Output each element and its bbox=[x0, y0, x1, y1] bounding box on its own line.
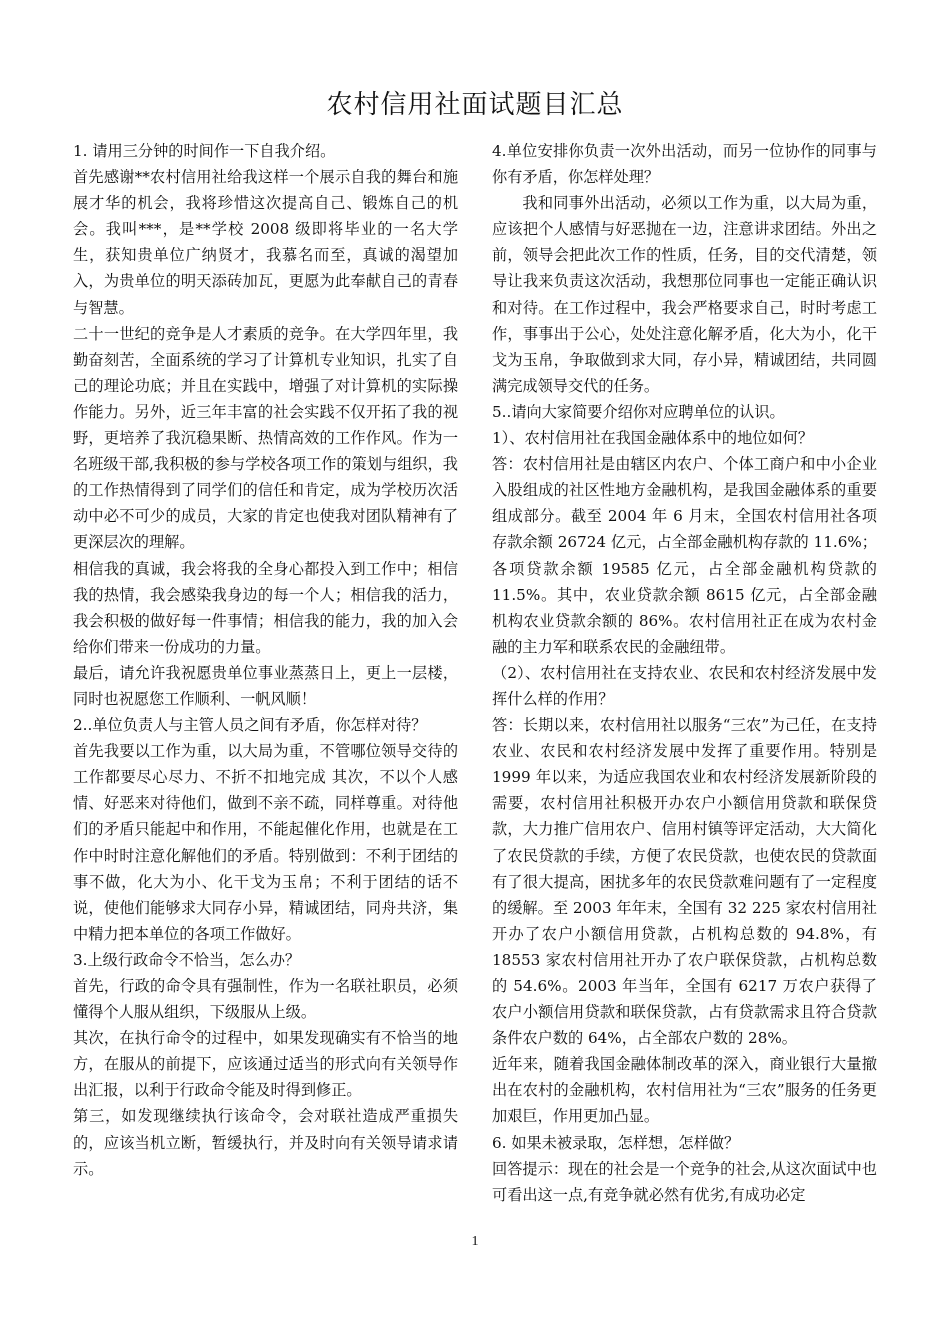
page-number: 1 bbox=[471, 1234, 479, 1249]
question-2-heading: 2..单位负责人与主管人员之间有矛盾，你怎样对待？ bbox=[73, 716, 427, 735]
question-1-heading: 1. 请用三分钟的时间作一下自我介绍。 bbox=[73, 142, 336, 160]
paragraph: 相信我的真诚，我会将我的全身心都投入到工作中；相信我的热情，我会感染我身边的每一个人；相信我的活力，我会积极的做好每一件事情；相信我的能力，我的加入会给你们带来一份成功的力量。 bbox=[73, 559, 458, 656]
paragraph: 回答提示：现在的社会是一个竞争的社会,从这次面试中也可看出这一点,有竞争就必然有优劣,有成功必定 bbox=[492, 1159, 877, 1204]
left-column bbox=[73, 138, 458, 1182]
paragraph: 首先我要以工作为重，以大局为重，不管哪位领导交待的工作都要尽心尽力、不折不扣地完成 其次，不以个人感情、好恶来对待他们，做到不亲不疏，同样尊重。对待他们的矛盾只能起中和作用，不能起催化作用，也就是在工作中时时注意化解他们的矛盾。特别做到：不利于团结的事不做，化大为小、化干戈为玉帛；不利于团结的话不说，使他们能够求大同存小异，精诚团结，同舟共济，集中精力把本单位的各项工作做好。 bbox=[73, 742, 458, 943]
paragraph: 第三，如发现继续执行该命令，会对联社造成严重损失的，应该当机立断，暂缓执行，并及时向有关领导请求请示。 bbox=[73, 1107, 458, 1178]
paragraph: 我和同事外出活动，必须以工作为重，以大局为重，应该把个人感情与好恶抛在一边，注意讲求团结。外出之前，领导会把此次工作的性质，任务，目的交代清楚，领导让我来负责这次活动，我想那位同事也一定能正确认识和对待。在工作过程中，我会严格要求自己，时时考虑工作，事事出于公心，处处注意化解矛盾，化大为小，化干戈为玉帛，争取做到求大同，存小异，精诚团结，共同圆满完成领导交代的任务。 bbox=[492, 194, 877, 395]
question-4-heading: 4.单位安排你负责一次外出活动，而另一位协作的同事与你有矛盾，你怎样处理？ bbox=[492, 142, 877, 187]
paragraph: 最后，请允许我祝愿贵单位事业蒸蒸日上，更上一层楼，同时也祝愿您工作顺利、一帆风顺！ bbox=[73, 663, 458, 708]
sub-question-2: （2）、农村信用社在支持农业、农民和农村经济发展中发挥什么样的作用？ bbox=[492, 663, 877, 708]
paragraph: 首先感谢**农村信用社给我这样一个展示自我的舞台和施展才华的机会，我将珍惜这次提高自己、锻炼自己的机会。我叫***，是**学校 2008 级即将毕业的一名大学生，获知贵单位广纳贤才，我慕名而至，真诚的渴望加入，为贵单位的明天添砖加瓦，更愿为此奉献自己的青春与智慧。 bbox=[73, 168, 458, 317]
paragraph: 二十一世纪的竞争是人才素质的竞争。在大学四年里，我勤奋刻苦，全面系统的学习了计算机专业知识，扎实了自己的理论功底；并且在实践中，增强了对计算机的实际操作能力。另外，近三年丰富的社会实践不仅开拓了我的视野，更培养了我沉稳果断、热情高效的工作作风。作为一名班级干部,我积极的参与学校各项工作的策划与组织，我的工作热情得到了同学们的信任和肯定，成为学校历次活动中必不可少的成员，大家的肯定也使我对团队精神有了更深层次的理解。 bbox=[73, 324, 458, 552]
question-6-heading: 6. 如果未被录取，怎样想，怎样做？ bbox=[492, 1133, 740, 1152]
paragraph: 近年来，随着我国金融体制改革的深入，商业银行大量撤出在农村的金融机构，农村信用社为“三农”服务的任务更加艰巨，作用更加凸显。 bbox=[492, 1055, 877, 1126]
paragraph: 首先，行政的命令具有强制性，作为一名联社职员，必须懂得个人服从组织，下级服从上级。 bbox=[73, 977, 458, 1022]
paragraph: 答：农村信用社是由辖区内农户、个体工商户和中小企业入股组成的社区性地方金融机构，是我国金融体系的重要组成部分。截至 2004 年 6 月末，全国农村信用社各项存款余额 26724 亿元，占全部金融机构存款的 11.6%；各项贷款余额 19585 亿元，占全部金融机构贷款的 11.5%。其中，农业贷款余额 8615 亿元，占全部金融机构农业贷款余额的 86%。农村信用社正在成为农村金融的主力军和联系农民的金融纽带。 bbox=[492, 455, 877, 656]
sub-question-1: 1）、农村信用社在我国金融体系中的地位如何？ bbox=[492, 429, 814, 448]
document-title: 农村信用社面试题目汇总 bbox=[326, 90, 624, 120]
paragraph: 其次，在执行命令的过程中，如果发现确实有不恰当的地方，在服从的前提下，应该通过适当的形式向有关领导作出汇报，以利于行政命令能及时得到修正。 bbox=[73, 1029, 458, 1100]
question-5-heading: 5..请向大家简要介绍你对应聘单位的认识。 bbox=[492, 402, 785, 421]
question-3-heading: 3.上级行政命令不恰当，怎么办？ bbox=[73, 950, 301, 969]
right-column bbox=[492, 138, 877, 1208]
paragraph: 答：长期以来，农村信用社以服务“三农”为己任，在支持农业、农民和农村经济发展中发挥了重要作用。特别是 1999 年以来，为适应我国农业和农村经济发展新阶段的需要，农村信用社积极开办农户小额信用贷款和联保贷款，大力推广信用农户、信用村镇等评定活动，大大简化了农民贷款的手续，方便了农民贷款，也使农民的贷款面有了很大提高，困扰多年的农民贷款难问题有了一定程度的缓解。至 2003 年年末，全国有 32 225 家农村信用社开办了农户小额信用贷款，占机构总数的 94.8%，有 18553 家农村信用社开办了农户联保贷款，占机构总数的 54.6%。2003 年当年，全国有 6217 万农户获得了农户小额信用贷款和联保贷款，占有贷款需求且符合贷款条件农户数的 64%，占全部农户数的 28%。 bbox=[492, 716, 877, 1048]
